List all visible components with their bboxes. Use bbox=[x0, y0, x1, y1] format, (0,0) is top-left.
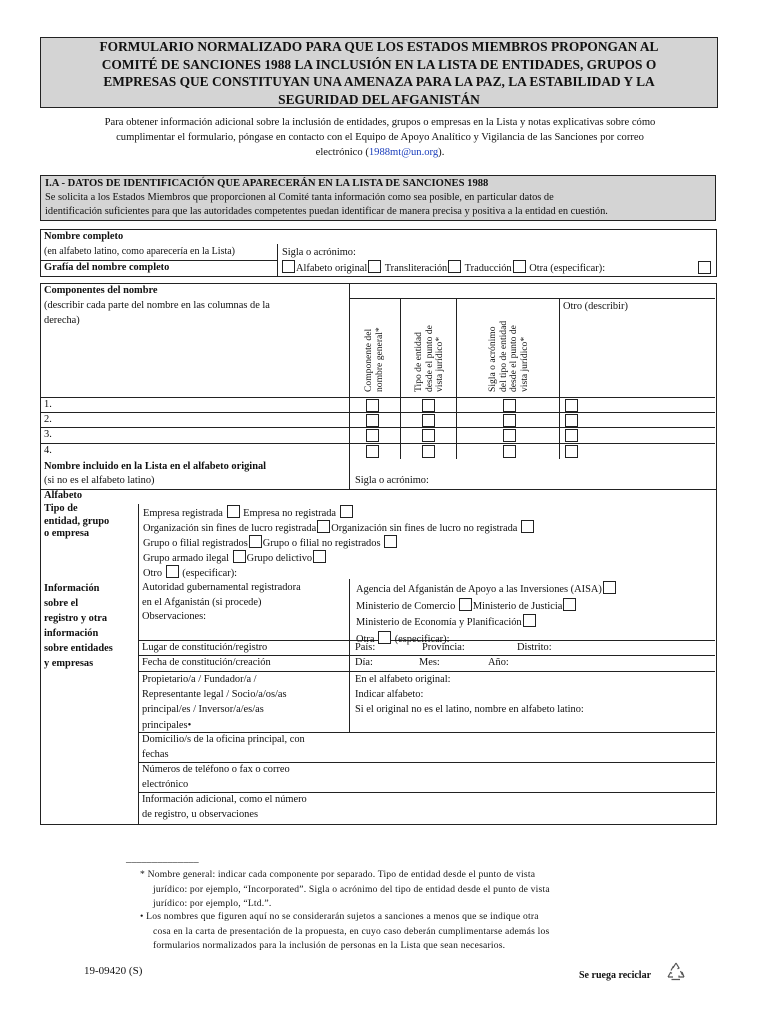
option-label: (especificar): bbox=[182, 568, 238, 579]
mes-label: Mes: bbox=[419, 657, 440, 668]
grafia-options bbox=[281, 260, 605, 277]
col-sigla-header bbox=[488, 321, 530, 392]
intro-line: cumplimentar el formulario, póngase en contacto con el Equipo de Apoyo Analítico y Vigilancia de las Sanciones por correo bbox=[116, 132, 644, 143]
label-line: En el alfabeto original: bbox=[355, 674, 451, 685]
col-componente-header bbox=[364, 327, 385, 392]
label-line: registro y otra bbox=[44, 613, 108, 624]
option-label: (especificar): bbox=[394, 633, 450, 645]
aisa-checkbox[interactable] bbox=[603, 581, 616, 594]
row-checkbox[interactable] bbox=[503, 399, 516, 412]
footnote-general bbox=[140, 868, 550, 912]
nombre-completo-label: Nombre completo bbox=[44, 231, 124, 242]
option-label: Transliteración bbox=[384, 263, 448, 274]
row-checkbox[interactable] bbox=[422, 429, 435, 442]
footnote-line: jurídico: por ejemplo, “Incorporated”. Sigla o acrónimo del tipo de entidad desde el punto de vista bbox=[153, 883, 550, 895]
row-number: 3. bbox=[44, 429, 52, 440]
label-line: Representante legal / Socio/a/os/as bbox=[142, 689, 287, 701]
transliteracion-checkbox[interactable] bbox=[368, 260, 381, 273]
label-line: Propietario/a / Fundador/a / bbox=[142, 674, 257, 685]
footnote-line: formularios normalizados para la inclusión de personas en la Lista que sean necesarios. bbox=[153, 940, 506, 952]
intro-paragraph bbox=[40, 115, 720, 160]
otra-checkbox[interactable] bbox=[513, 260, 526, 273]
org-no-registrada-checkbox[interactable] bbox=[521, 520, 534, 533]
intro-text: electrónico ( bbox=[315, 147, 369, 158]
option-label: Empresa registrada bbox=[143, 508, 223, 519]
adicional-label bbox=[142, 793, 307, 822]
fecha-label: Fecha de constitución/creación bbox=[142, 657, 271, 668]
pais-label: País: bbox=[355, 642, 376, 653]
grupo-registrados-checkbox[interactable] bbox=[249, 535, 262, 548]
comercio-checkbox[interactable] bbox=[459, 598, 472, 611]
label-line: sobre entidades bbox=[44, 643, 113, 654]
divider bbox=[40, 412, 715, 413]
header-line: vista jurídico* bbox=[518, 336, 530, 392]
alfabeto-label: Alfabeto bbox=[44, 490, 83, 501]
recycle-note: Se ruega reciclar bbox=[579, 970, 652, 981]
listed-name-sub: (si no es el alfabeto latino) bbox=[44, 475, 155, 486]
label-line: Observaciones: bbox=[142, 611, 207, 622]
col-otro-header: Otro (describir) bbox=[563, 301, 628, 312]
title-line: EMPRESAS QUE CONSTITUYAN UNA AMENAZA PARA LA PAZ, LA ESTABILIDAD Y LA bbox=[103, 74, 655, 89]
lugar-label: Lugar de constitución/registro bbox=[142, 642, 268, 653]
option-label: Traducción bbox=[464, 263, 512, 274]
grafia-label: Grafía del nombre completo bbox=[44, 262, 170, 273]
divider bbox=[349, 283, 350, 459]
row-checkbox[interactable] bbox=[503, 429, 516, 442]
row-checkbox[interactable] bbox=[366, 414, 379, 427]
option-label: Otra bbox=[356, 633, 375, 645]
alfabeto-original-checkbox[interactable] bbox=[282, 260, 295, 273]
footnote-line: jurídico: por ejemplo, “Ltd.”. bbox=[153, 898, 272, 910]
option-label: Ministerio de Economía y Planificación bbox=[356, 617, 522, 628]
contact-email-link[interactable]: 1988mt@un.org bbox=[368, 147, 439, 158]
label-line: de registro, u observaciones bbox=[142, 808, 258, 820]
section-a-text: Se solicita a los Estados Miembros que proporcionen al Comité tanta información como sea posible, en particular datos de bbox=[45, 192, 554, 203]
header-line: vista jurídico* bbox=[434, 336, 445, 392]
row-checkbox[interactable] bbox=[422, 414, 435, 427]
divider bbox=[456, 298, 457, 459]
alfabeto-original-field bbox=[355, 672, 584, 718]
info-label bbox=[44, 581, 113, 671]
divider bbox=[349, 459, 350, 489]
divider bbox=[277, 244, 278, 276]
option-label: Grupo armado ilegal bbox=[143, 553, 229, 564]
col-tipo-header bbox=[414, 325, 446, 392]
row-number: 4. bbox=[44, 445, 52, 456]
empresa-registrada-checkbox[interactable] bbox=[227, 505, 240, 518]
org-registrada-checkbox[interactable] bbox=[317, 520, 330, 533]
option-label: Grupo delictivo bbox=[246, 553, 313, 564]
section-a-text: identificación suficientes para que las autoridades competentes puedan identificar de manera precisa y positiva a la entidad en cuestión. bbox=[45, 206, 608, 217]
divider bbox=[138, 504, 139, 579]
autoridad-label bbox=[142, 581, 301, 625]
divider bbox=[349, 298, 715, 299]
label-line: Autoridad gubernamental registradora bbox=[142, 582, 301, 593]
footnote-line: cosa en la carta de presentación de la propuesta, en cuyo caso deberán cumplimentarse además los bbox=[153, 925, 550, 937]
telefono-label bbox=[142, 763, 290, 792]
divider bbox=[400, 298, 401, 459]
title-line: FORMULARIO NORMALIZADO PARA QUE LOS ESTADOS MIEMBROS PROPONGAN AL bbox=[99, 39, 659, 54]
otra-spec-checkbox[interactable] bbox=[698, 261, 711, 274]
tipo-otro-checkbox[interactable] bbox=[166, 565, 179, 578]
header-line: desde el punto de bbox=[508, 325, 519, 392]
footnote-line: • Los nombres que figuren aquí no se considerarán sujetos a sanciones a menos que se indique otra bbox=[140, 911, 539, 922]
option-label: Agencia del Afganistán de Apoyo a las Inversiones (AISA) bbox=[356, 584, 602, 595]
header-line: Tipo de entidad bbox=[413, 332, 424, 392]
option-label: Organización sin fines de lucro registrada bbox=[143, 523, 317, 534]
label-line: fechas bbox=[142, 748, 169, 760]
divider bbox=[40, 427, 715, 428]
section-a-header bbox=[40, 175, 716, 221]
provincia-label: Provincia: bbox=[422, 642, 465, 653]
divider bbox=[40, 397, 715, 398]
row-checkbox[interactable] bbox=[366, 429, 379, 442]
section-a-heading: I.A - DATOS DE IDENTIFICACIÓN QUE APARECERÁN EN LA LISTA DE SANCIONES 1988 bbox=[45, 178, 489, 189]
footnote-rule: ______________ bbox=[126, 853, 199, 864]
label-line: Tipo de bbox=[44, 503, 78, 514]
header-line: del tipo de entidad bbox=[497, 320, 509, 392]
row-checkbox[interactable] bbox=[366, 399, 379, 412]
sigla-label: Sigla o acrónimo: bbox=[282, 247, 356, 258]
row-checkbox[interactable] bbox=[366, 445, 379, 458]
economia-checkbox[interactable] bbox=[523, 614, 536, 627]
empresa-no-registrada-checkbox[interactable] bbox=[340, 505, 353, 518]
grupo-delictivo-checkbox[interactable] bbox=[313, 550, 326, 563]
label-line: sobre el bbox=[44, 598, 79, 609]
option-label: Otra (especificar): bbox=[529, 263, 606, 274]
row-checkbox[interactable] bbox=[565, 414, 578, 427]
option-label: Grupo o filial no registrados bbox=[262, 538, 381, 549]
row-checkbox[interactable] bbox=[503, 445, 516, 458]
grupo-no-registrados-checkbox[interactable] bbox=[384, 535, 397, 548]
listed-sigla-label: Sigla o acrónimo: bbox=[355, 475, 429, 486]
label-line: o empresa bbox=[44, 528, 90, 539]
header-line: desde el punto de bbox=[423, 325, 435, 392]
justicia-checkbox[interactable] bbox=[563, 598, 576, 611]
title-line: COMITÉ DE SANCIONES 1988 LA INCLUSIÓN EN LA LISTA DE ENTIDADES, GRUPOS O bbox=[101, 56, 657, 72]
row-checkbox[interactable] bbox=[565, 445, 578, 458]
componentes-desc: derecha) bbox=[44, 315, 80, 326]
dia-label: Día: bbox=[355, 657, 373, 668]
divider bbox=[40, 443, 715, 444]
footnote-line: * Nombre general: indicar cada componente por separado. Tipo de entidad desde el punto de vista bbox=[140, 869, 536, 880]
agencia-options bbox=[356, 581, 617, 647]
intro-line bbox=[40, 145, 720, 160]
row-checkbox[interactable] bbox=[422, 399, 435, 412]
nombre-sub-label: (en alfabeto latino, como aparecería en la Lista) bbox=[44, 246, 236, 257]
form-title bbox=[40, 37, 718, 108]
label-line: principal/es / Inversor/a/es/as bbox=[142, 704, 264, 716]
divider bbox=[138, 579, 139, 824]
row-number: 2. bbox=[44, 414, 52, 425]
row-checkbox[interactable] bbox=[503, 414, 516, 427]
title-line: SEGURIDAD DEL AFGANISTÁN bbox=[278, 91, 480, 107]
anio-label: Año: bbox=[488, 657, 509, 668]
agencia-otra-checkbox[interactable] bbox=[378, 631, 391, 644]
option-label: Otro bbox=[143, 568, 163, 579]
row-checkbox[interactable] bbox=[422, 445, 435, 458]
recycle-icon bbox=[664, 960, 688, 984]
label-line: Domicilio/s de la oficina principal, con bbox=[142, 734, 305, 745]
label-line: Información bbox=[44, 583, 100, 594]
label-line: y empresas bbox=[44, 658, 94, 669]
intro-line: Para obtener información adicional sobre la inclusión de entidades, grupos o empresas en la Lista y notas explicativas sobre cómo bbox=[104, 117, 656, 128]
tipo-label bbox=[44, 503, 109, 541]
label-line: principales• bbox=[142, 719, 192, 731]
componentes-heading: Componentes del nombre bbox=[44, 285, 158, 296]
divider bbox=[559, 298, 560, 459]
option-label: Ministerio de Comercio bbox=[356, 600, 456, 612]
traduccion-checkbox[interactable] bbox=[448, 260, 461, 273]
option-label: Grupo o filial registrados bbox=[143, 538, 248, 549]
label-line: Indicar alfabeto: bbox=[355, 689, 424, 701]
distrito-label: Distrito: bbox=[517, 642, 552, 653]
row-checkbox[interactable] bbox=[565, 399, 578, 412]
label-line: entidad, grupo bbox=[44, 515, 110, 527]
label-line: información bbox=[44, 628, 99, 639]
label-line: electrónico bbox=[142, 778, 189, 790]
intro-text: ). bbox=[438, 147, 445, 158]
option-label: Alfabeto original bbox=[296, 263, 368, 274]
option-label: Ministerio de Justicia bbox=[472, 600, 563, 612]
row-checkbox[interactable] bbox=[565, 429, 578, 442]
listed-name-heading: Nombre incluido en la Lista en el alfabeto original bbox=[44, 461, 267, 472]
header-line: Componente del bbox=[363, 328, 374, 392]
header-line: nombre general* bbox=[373, 327, 385, 392]
option-label: Organización sin fines de lucro no registrada bbox=[331, 523, 518, 534]
componentes-desc: (describir cada parte del nombre en las columnas de la bbox=[44, 300, 270, 311]
label-line: Información adicional, como el número bbox=[142, 794, 307, 805]
label-line: Si el original no es el latino, nombre en alfabeto latino: bbox=[355, 704, 584, 716]
label-line: en el Afganistán (si procede) bbox=[142, 596, 262, 608]
domicilio-label bbox=[142, 733, 305, 762]
propietario-label bbox=[142, 672, 287, 733]
label-line: Números de teléfono o fax o correo bbox=[142, 764, 290, 775]
header-line: Sigla o acrónimo bbox=[487, 326, 498, 392]
option-label: Empresa no registrada bbox=[243, 508, 337, 519]
grupo-armado-checkbox[interactable] bbox=[233, 550, 246, 563]
footnote-names bbox=[140, 910, 549, 954]
row-number: 1. bbox=[44, 399, 52, 410]
document-number: 19-09420 (S) bbox=[84, 965, 143, 977]
